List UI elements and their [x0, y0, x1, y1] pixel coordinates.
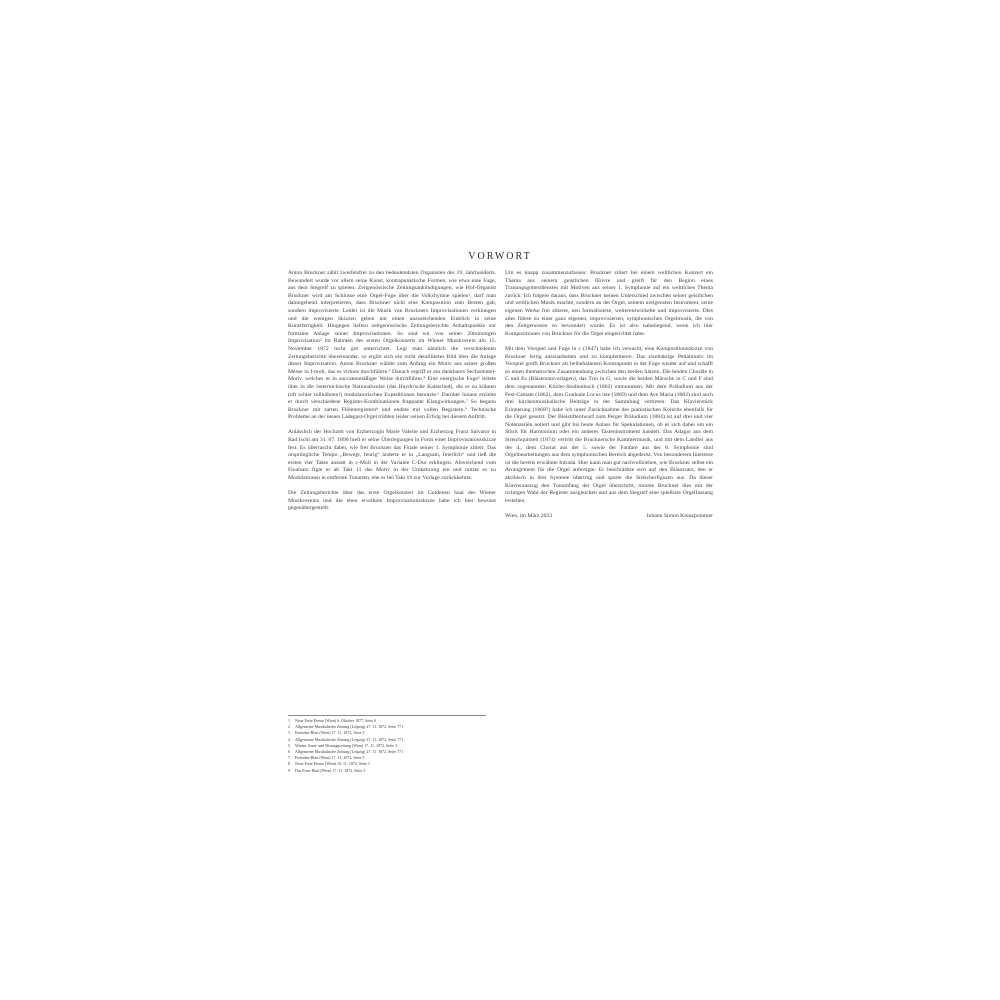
page-title: VORWORT	[468, 251, 532, 262]
footnote-text: Neue Freie Presse (Wien) 19. 11. 1872, Seite 1	[295, 761, 370, 767]
paragraph: Um es knapp zusammenzufassen: Bruckner zitiert bei einem weltlichen Konzert ein Thema aus seinem geistlichen Œuvre und greift für den Beginn eines Trauungsgottesdienstes mit Motiven aus seiner 1. Symphonie auf ein weltliches Thema zurück. Ich folgere daraus, dass Bruckner keinen Unterschied zwischen seiner geistlichen und weltlichen Musik machte, sondern an der Orgel, seinem ureigensten Instrument, seine eigenen Werke frei zitierte, neu formalisierte, weiterentwickelte und improvisierte. Dies alles führte zu einer ganz eigenen, improvisierten, symphonischen Orgelmusik, die von den Zeitgenossen so bewundert wurde. Es ist also naheliegend, wenn ich hier Kompositionen von Bruckner für die Orgel eingerichtet habe.	[505, 270, 713, 337]
paragraph: Mit dem Vorspiel und Fuge in c (1847) habe ich versucht, eine Kompositionsskizze von Bruckner fertig auszuarbeiten und zu komplettieren. Das zweitaktige Pedalmotiv im Vorspiel greift Bruckner als beibehaltenen Kontrapunkt in der Fuge wieder auf und schafft so einen thematischen Zusammenhang zwischen den beiden Sätzen. Die beiden Choräle in C und Es (Bläsersatzvorlagen), das Trio in G, sowie die beiden Märsche in C und F sind dem sogenannten Kitzler-Studienbuch (1862) entnommen. Mit dem Präludium aus der Fest-Cantate (1862), dem Graduale Locus iste (1869) und dem Ave Maria (1882) sind auch drei kirchenmusikalische Beiträge in der Sammlung vertreten. Das Klavierstück Erinnerung (1868?) habe ich unter Zurücknahme des pianistischen Kolorits ebenfalls für die Orgel gesetzt. Der Bleistiftentwurf zum Perger Präludium (1884) ist auf drei und vier Notenzeilen notiert und gibt bis heute Anlass für Spekulationen, ob es sich dabei um ein Stück für Harmonium oder ein anderes Tasteninstrument handelt. Das Adagio aus dem Streichquintett (1874) vertritt die Brucknersche Kammermusik, und mit dem Landler aus der 4., dem Choral aus der 5. sowie der Fanfare aus der 8. Symphonie sind Orgelbearbeitungen aus dem symphonischen Bereich abgedeckt. Von besonderem Interesse ist die bereits erwähnte Intrada. Hier kann man gut nachvollziehen, wie Bruckner selbst ein Arrangement für die Orgel anfertigte: Er beschränkte sich auf den Bläsersatz, den er akribisch in drei Systeme übertrug und sparte die Streicherfiguren aus. Da dieser Klavierauszug den Tonumfang der Orgel überschritt, musste Bruckner dies mit der richtigen Wahl der Register ausgleichen und aus dem Stegreif eine spielbare Orgelfassung erstellen.	[505, 345, 714, 504]
author-name: Johann Simon Kreuzpointner	[646, 513, 713, 520]
footnote-divider	[288, 715, 486, 716]
footnote-number: 4	[288, 736, 290, 742]
footnote-text: Das Freie Blatt (Wien) 17. 11. 1872, Seite 3	[295, 767, 366, 773]
place-date: Wien, im März 2023	[505, 513, 553, 520]
footnote-number: 6	[288, 749, 290, 755]
footnote-number: 1	[288, 718, 290, 723]
footnote-text: Wiener Sonn- und Montagszeitung (Wien) 17. 11. 1872, Seite 3	[295, 742, 397, 748]
footnote-number: 5	[288, 742, 290, 748]
signature-line	[505, 513, 713, 521]
footnote	[288, 768, 488, 774]
footnote-number: 8	[288, 761, 290, 767]
footnote-text: Allgemeine Musikalische Zeitung (Leipzig) 27. 11. 1872, Seite 771	[295, 736, 404, 742]
footnote-number: 7	[288, 755, 290, 761]
footnotes-list	[288, 718, 488, 774]
footnote-number: 3	[288, 730, 290, 736]
footnote-text: Neue Freie Presse (Wien) 6. Oktober 1877, Seite 6	[295, 718, 377, 723]
footnote-text: Allgemeine Musikalische Zeitung (Leipzig) 27. 11. 1872, Seite 771	[295, 724, 404, 730]
paragraph: Die Zeitungsberichte über das erste Orgelkonzert im Goldenen Saal des Wiener Musikvereins und die eben erwähnte Improvisationsskizze habe ich hier bewusst gegenübergestellt.	[288, 490, 496, 512]
right-column	[505, 270, 713, 521]
paragraph: Anton Bruckner zählt zweifelsfrei zu den bedeutendsten Organisten des 19. Jahrhunderts. Bewundert wurde vor allem seine Kunst, kontrapunktische Formen, wie etwa eine Fuge, aus dem Stegreif zu spielen. Zeitgenössische Zeitungsankündigungen, wie Hof-Organist Bruckner wird am Schlusse eine Orgel-Fuge über die Volkshymne spielen¹, darf man dahingehend interpretieren, dass Bruckner nicht eine Komposition zum Besten gab, sondern improvisierte. Leider ist die Musik von Bruckners Improvisationen verklungen und die wenigen Skizzen geben nur einen unzureichenden Einblick in seine Kunstfertigkeit. Hingegen liefern zeitgenössische Zeitungsberichte Anhaltspunkte zur formalen Anlage seiner Improvisationen. So sind wir von seiner 20minutigen Improvisation² im Rahmen des ersten Orgelkonzerts im Wiener Musikverein am 15. November 1872 recht gut unterrichtet. Legt man nämlich die verschiedenen Zeitungsberichte übereinander, so ergibt sich ein recht detailliertes Bild über die Anlage dieser Improvisation. Anton Bruckner wählte zum Anfang ein Motiv aus seiner großen Messe in f-moll, das er virtuos durchführte.³ Danach ergriff er ein dankbares Sechzehntel-Motiv, welches er in succatenmäßiger Weise durchführte.⁴ Eine energische Fuge⁵ leitete über in die österreichische Nationalweise (das Haydn'sche Kaiserlied), die er zu kühnen (oft schier tollkühnen!) modulatorischen Expeditionen benutzte.⁶ Darüber hinaus erzielte er durch verschiedene Register-Kombinationen frappante Klangwirkungen.⁷ So begann Bruckner mit zarten Flötenregistern⁸ und endete mit vollen Registern.⁹ Technische Probleme an der neuen Ladegast-Orgel trübten leider seinen Erfolg bei diesem Auftritt.	[288, 270, 496, 421]
footnote-text: Fremden-Blatt (Wien) 17. 11. 1872, Seite 5	[295, 730, 365, 736]
paragraph: Anlässlich der Hochzeit von Erzherzogin Marie Valerie und Erzherzog Franz Salvator in Bad Ischl am 31. 07. 1890 hielt er seine Überlegungen in Form einer Improvisationsskizze fest. Es überrascht dabei, wie frei Bruckner das Finale seiner 1. Symphonie zitiert. Das ursprüngliche Tempo „Bewegt, feurig“ änderte er in „Langsam, feierlich“ und ließ die ersten vier Takte anstatt in c-Moll in der Variante C-Dur erklingen. Abweichend vom Finalsatz figte er ab Takt 11 das Motiv in der Umkehrung ein und nutzte es zu Modulationen in entfernte Tonarten, ehe er bei Takt 19 zur Vorlage zurückkehrte.	[288, 429, 496, 482]
footnote-text: Allgemeine Musikalische Zeitung (Leipzig) 27. 11. 1872, Seite 771	[295, 749, 404, 755]
footnote-text: Fremden-Blatt (Wien) 17. 11. 1872, Seite 5	[295, 755, 365, 761]
footnote-number: 2	[288, 724, 290, 730]
left-column	[288, 270, 496, 521]
footnote-number: 9	[288, 767, 290, 773]
